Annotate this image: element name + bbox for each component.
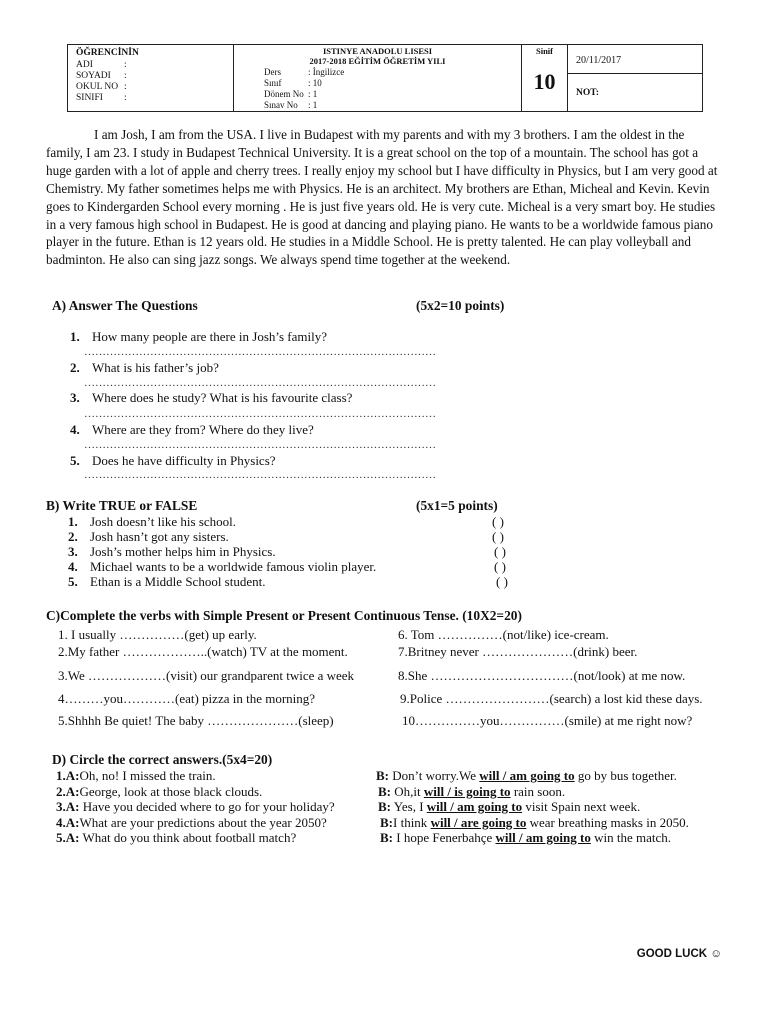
section-b-points: (5x1=5 points) (416, 498, 498, 513)
dialog-a-2: 2.A:George, look at those black clouds. (56, 784, 263, 799)
question-1: 1. How many people are there in Josh’s family? (70, 329, 328, 344)
section-c-title: C)Complete the verbs with Simple Present or Present Continuous Tense. (10X2=20) (46, 608, 522, 623)
reading-passage: I am Josh, I am from the USA. I live in Budapest with my parents and with my 3 brothers. I am the oldest in the family, I am 23. I study in Budapest Technical University. It is a great school on the top of a mountain. The school has got a huge garden with a lot of apple and cherry trees. I really enjoy my school but I have difficulty in Physics, but I am very good at Chemistry. My father sometimes helps me with Physics. He is an architect. My brothers are Ethan, Micheal and Kevin. Kevin goes to Kindergarden School every morning . He is just five years old. He is very cute. Micheal is a very smart boy. He studies in a very famous high school in Budapest. He is good at dancing and playing piano. He wants to be a worldwide famous piano player in the future. Ethan is 12 years old. He studies in a Middle School. He is pretty talented. He can play volleyball and badminton. He also can sing jazz songs. We always spend time together at the weekend. (46, 127, 718, 268)
score-label: NOT: (576, 88, 600, 98)
tf-answer-box-3[interactable]: ( ) (494, 544, 506, 559)
dialog-b-5: B: I hope Fenerbahçe will / am going to win the match. (380, 830, 672, 845)
student-info-cell (68, 45, 234, 111)
verb-item-1: 1. I usually ……………(get) up early. (58, 627, 257, 642)
student-title: ÖĞRENCİNİN (76, 48, 139, 58)
info-exam: Sınav No : 1 (264, 100, 318, 110)
tf-item-4: 4. Michael wants to be a worldwide famous violin player. (68, 559, 377, 574)
grade-cell (522, 45, 568, 111)
choice-5[interactable]: will / am going to (495, 830, 591, 845)
tf-item-1: 1. Josh doesn’t like his school. (68, 514, 237, 529)
section-d-title: D) Circle the correct answers.(5x4=20) (52, 752, 273, 767)
answer-line-1[interactable]: …………………………………………………………………………………… (84, 346, 436, 358)
school-number-field: OKUL NO : (76, 82, 127, 92)
question-3: 3. Where does he study? What is his favourite class? (70, 390, 353, 405)
verb-item-5: 5.Shhhh Be quiet! The baby …………………(sleep) (58, 713, 334, 728)
answer-line-4[interactable]: …………………………………………………………………………………… (84, 439, 436, 451)
answer-line-3[interactable]: …………………………………………………………………………………… (84, 408, 436, 420)
surname-field: SOYADI : (76, 71, 127, 81)
verb-item-10: 10……………you……………(smile) at me right now? (402, 713, 693, 728)
info-course: Ders : İngilizce (264, 67, 345, 77)
info-term: Dönem No : 1 (264, 89, 318, 99)
dialog-a-4: 4.A:What are your predictions about the year 2050? (56, 815, 327, 830)
question-4: 4. Where are they from? Where do they live? (70, 422, 314, 437)
tf-answer-box-4[interactable]: ( ) (494, 559, 506, 574)
answer-line-2[interactable]: …………………………………………………………………………………… (84, 377, 436, 389)
verb-item-7: 7.Britney never …………………(drink) beer. (398, 644, 638, 659)
dialog-a-1: 1.A:Oh, no! I missed the train. (56, 768, 216, 783)
dialog-b-4: B:I think will / are going to wear breathing masks in 2050. (380, 815, 689, 830)
cell-divider (568, 73, 702, 74)
info-class: Sınıf : 10 (264, 78, 322, 88)
verb-item-9: 9.Police ……………………(search) a lost kid these days. (400, 691, 703, 706)
grade-value: 10 (533, 69, 556, 94)
verb-item-3: 3.We ………………(visit) our grandparent twice a week (58, 668, 355, 683)
dialog-b-2: B: Oh,it will / is going to rain soon. (378, 784, 566, 799)
exam-header (67, 44, 703, 112)
tf-answer-box-2[interactable]: ( ) (492, 529, 504, 544)
question-2: 2. What is his father’s job? (70, 360, 219, 375)
dialog-b-1: B: Don’t worry.We will / am going to go by bus together. (376, 768, 677, 783)
choice-3[interactable]: will / am going to (426, 799, 523, 814)
answer-line-5[interactable]: …………………………………………………………………………………… (84, 469, 436, 481)
choice-1[interactable]: will / am going to (479, 768, 575, 783)
choice-4[interactable]: will / are going to (430, 815, 527, 830)
tf-item-2: 2. Josh hasn’t got any sisters. (68, 529, 229, 544)
class-field: SINIFI : (76, 93, 127, 103)
tf-item-3: 3. Josh’s mother helps him in Physics. (68, 544, 276, 559)
tf-item-5: 5. Ethan is a Middle School student. (68, 574, 266, 589)
date-score-cell (568, 45, 702, 111)
school-info-cell (234, 45, 522, 111)
tf-answer-box-1[interactable]: ( ) (492, 514, 504, 529)
verb-item-2: 2.My father ………………..(watch) TV at the moment. (58, 644, 348, 659)
dialog-b-3: B: Yes, I will / am going to visit Spain next week. (378, 799, 641, 814)
tf-answer-box-5[interactable]: ( ) (496, 574, 508, 589)
exam-date: 20/11/2017 (576, 55, 622, 66)
school-year: 2017-2018 EĞİTİM ÖĞRETİM YILI (309, 56, 446, 66)
dialog-a-5: 5.A: What do you think about football match? (56, 830, 297, 845)
verb-item-6: 6. Tom ……………(not/like) ice-cream. (398, 627, 609, 642)
grade-label: Sinif (535, 46, 553, 56)
choice-2[interactable]: will / is going to (423, 784, 511, 799)
verb-item-8: 8.She ……………………………(not/look) at me now. (398, 668, 686, 683)
section-a-points: (5x2=10 points) (416, 298, 505, 313)
school-name: ISTINYE ANADOLU LISESI (322, 46, 433, 56)
question-5: 5. Does he have difficulty in Physics? (70, 453, 276, 468)
good-luck-footer: GOOD LUCK ☺ (636, 948, 722, 960)
section-b-title: B) Write TRUE or FALSE (46, 498, 198, 513)
name-field: ADI : (76, 60, 127, 70)
verb-item-4: 4………you…………(eat) pizza in the morning? (58, 691, 316, 706)
dialog-a-3: 3.A: Have you decided where to go for your holiday? (56, 799, 335, 814)
section-a-title: A) Answer The Questions (52, 298, 198, 313)
